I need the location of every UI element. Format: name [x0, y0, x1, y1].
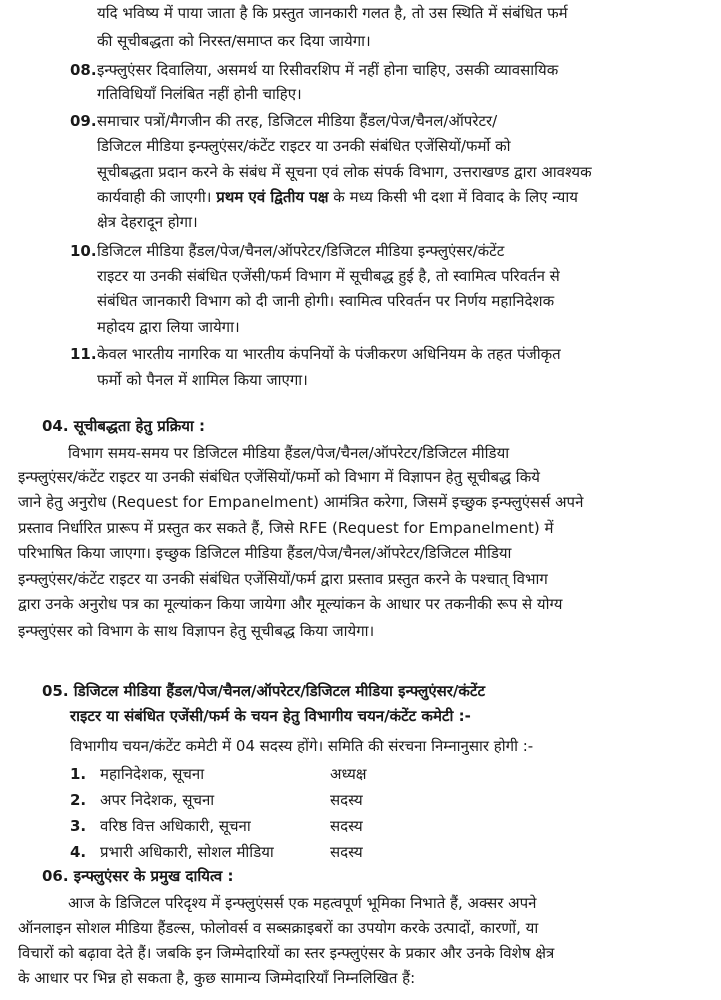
text-line: डिजिटल मीडिया हैंडल/पेज/चैनल/ऑपरेटर/डिजिटल मीडिया इन्फ्लुएंसर/कंटेंट — [97, 242, 505, 260]
section-heading-05-cont: राइटर या संबंधित एजेंसी/फर्म के चयन हेतु विभागीय चयन/कंटेंट कमेटी :- — [70, 707, 471, 725]
member-role: सदस्य — [330, 843, 363, 861]
text-line: विचारों को बढ़ावा देते हैं। जबकि इन जिम्मेदारियों का स्तर इन्फ्लुएंसर के प्रकार और उनके विशेष क्षेत्र — [18, 944, 555, 962]
text-line: ऑनलाइन सोशल मीडिया हैंडल्स, फोलोवर्स व सब्सक्राइबरों का उपयोग करके उत्पादों, कारणों, या — [18, 919, 539, 937]
text-line: डिजिटल मीडिया इन्फ्लुएंसर/कंटेंट राइटर या उनकी संबंधित एजेंसियों/फर्मो को — [97, 137, 511, 155]
member-role: अध्यक्ष — [330, 765, 367, 783]
text-line: केवल भारतीय नागरिक या भारतीय कंपनियों के पंजीकरण अधिनियम के तहत पंजीकृत — [97, 345, 561, 363]
member-number: 4. — [70, 843, 87, 861]
bold-phrase: प्रथम एवं द्वितीय पक्ष — [216, 188, 329, 206]
member-name: वरिष्ठ वित्त अधिकारी, सूचना — [100, 817, 251, 835]
text-line: के आधार पर भिन्न हो सकता है, कुछ सामान्य जिम्मेदारियाँ निम्नलिखित हैं: — [18, 969, 416, 987]
member-number: 1. — [70, 765, 87, 783]
text-line: इन्फ्लुएंसर/कंटेंट राइटर या उनकी संबंधित एजेंसियों/फर्मो को विभाग में विज्ञापन हेतु सूचीबद्ध किये — [18, 468, 540, 486]
text-line: राइटर या उनकी संबंधित एजेंसी/फर्म विभाग में सूचीबद्ध हुई है, तो स्वामित्व परिवर्तन से — [97, 267, 560, 285]
text-line — [97, 187, 578, 207]
text-line: विभाग समय-समय पर डिजिटल मीडिया हैंडल/पेज/चैनल/ऑपरेटर/डिजिटल मीडिया — [68, 444, 510, 462]
text-line: इन्फ्लुएंसर को विभाग के साथ विज्ञापन हेतु सूचीबद्ध किया जायेगा। — [18, 622, 375, 640]
member-role: सदस्य — [330, 791, 363, 809]
text-line: जाने हेतु अनुरोध (Request for Empanelment) आमंत्रित करेगा, जिसमें इच्छुक इन्फ्लुएंसर्स अपने — [18, 493, 584, 511]
text-segment: के मध्य किसी भी दशा में विवाद के लिए न्याय — [328, 188, 578, 206]
text-line: प्रस्ताव निर्धारित प्रारूप में प्रस्तुत कर सकते हैं, जिसे RFE (Request for Empanelment) में — [18, 519, 554, 537]
text-line: इन्फ्लुएंसर दिवालिया, असमर्थ या रिसीवरशिप में नहीं होना चाहिए, उसकी व्यावसायिक — [97, 61, 559, 79]
section-heading-04: 04. सूचीबद्धता हेतु प्रक्रिया : — [42, 417, 206, 435]
item-number-08: 08. — [70, 61, 97, 79]
member-name: अपर निदेशक, सूचना — [100, 791, 215, 809]
text-line: क्षेत्र देहरादून होगा। — [97, 213, 198, 231]
member-number: 2. — [70, 791, 87, 809]
committee-intro: विभागीय चयन/कंटेंट कमेटी में 04 सदस्य होंगे। समिति की संरचना निम्नानुसार होगी :- — [70, 737, 534, 755]
text-line: आज के डिजिटल परिदृश्य में इन्फ्लुएंसर्स एक महत्वपूर्ण भूमिका निभाते हैं, अक्सर अपने — [68, 894, 537, 912]
text-line: महोदय द्वारा लिया जायेगा। — [97, 318, 240, 336]
text-line: परिभाषित किया जाएगा। इच्छुक डिजिटल मीडिया हैंडल/पेज/चैनल/ऑपरेटर/डिजिटल मीडिया — [18, 544, 512, 562]
member-role: सदस्य — [330, 817, 363, 835]
text-line: गतिविधियाँ निलंबित नहीं होनी चाहिए। — [97, 85, 302, 103]
text-line: यदि भविष्य में पाया जाता है कि प्रस्तुत जानकारी गलत है, तो उस स्थिति में संबंधित फर्म — [97, 4, 568, 22]
item-number-11: 11. — [70, 345, 97, 363]
text-line: द्वारा उनके अनुरोध पत्र का मूल्यांकन किया जायेगा और मूल्यांकन के आधार पर तकनीकी रूप से योग्य — [18, 595, 563, 613]
text-line: की सूचीबद्धता को निरस्त/समाप्त कर दिया जायेगा। — [97, 32, 371, 50]
text-segment: कार्यवाही की जाएगी। — [97, 188, 217, 206]
section-heading-06: 06. इन्फ्लुएंसर के प्रमुख दायित्व : — [42, 867, 234, 885]
item-number-09: 09. — [70, 112, 97, 130]
item-number-10: 10. — [70, 242, 97, 260]
member-name: प्रभारी अधिकारी, सोशल मीडिया — [100, 843, 274, 861]
member-name: महानिदेशक, सूचना — [100, 765, 205, 783]
text-line: सूचीबद्धता प्रदान करने के संबंध में सूचना एवं लोक संपर्क विभाग, उत्तराखण्ड द्वारा आवश्यक — [97, 163, 592, 181]
text-line: फर्मो को पैनल में शामिल किया जाएगा। — [97, 371, 308, 389]
member-number: 3. — [70, 817, 87, 835]
text-line: इन्फ्लुएंसर/कंटेंट राइटर या उनकी संबंधित एजेंसियों/फर्म द्वारा प्रस्ताव प्रस्तुत करने के पश्चात् विभाग — [18, 570, 548, 588]
text-line: समाचार पत्रों/मैगजीन की तरह, डिजिटल मीडिया हैंडल/पेज/चैनल/ऑपरेटर/ — [97, 112, 498, 130]
text-line: संबंधित जानकारी विभाग को दी जानी होगी। स्वामित्व परिवर्तन पर निर्णय महानिदेशक — [97, 292, 555, 310]
section-heading-05: 05. डिजिटल मीडिया हैंडल/पेज/चैनल/ऑपरेटर/डिजिटल मीडिया इन्फ्लुएंसर/कंटेंट — [42, 682, 486, 700]
